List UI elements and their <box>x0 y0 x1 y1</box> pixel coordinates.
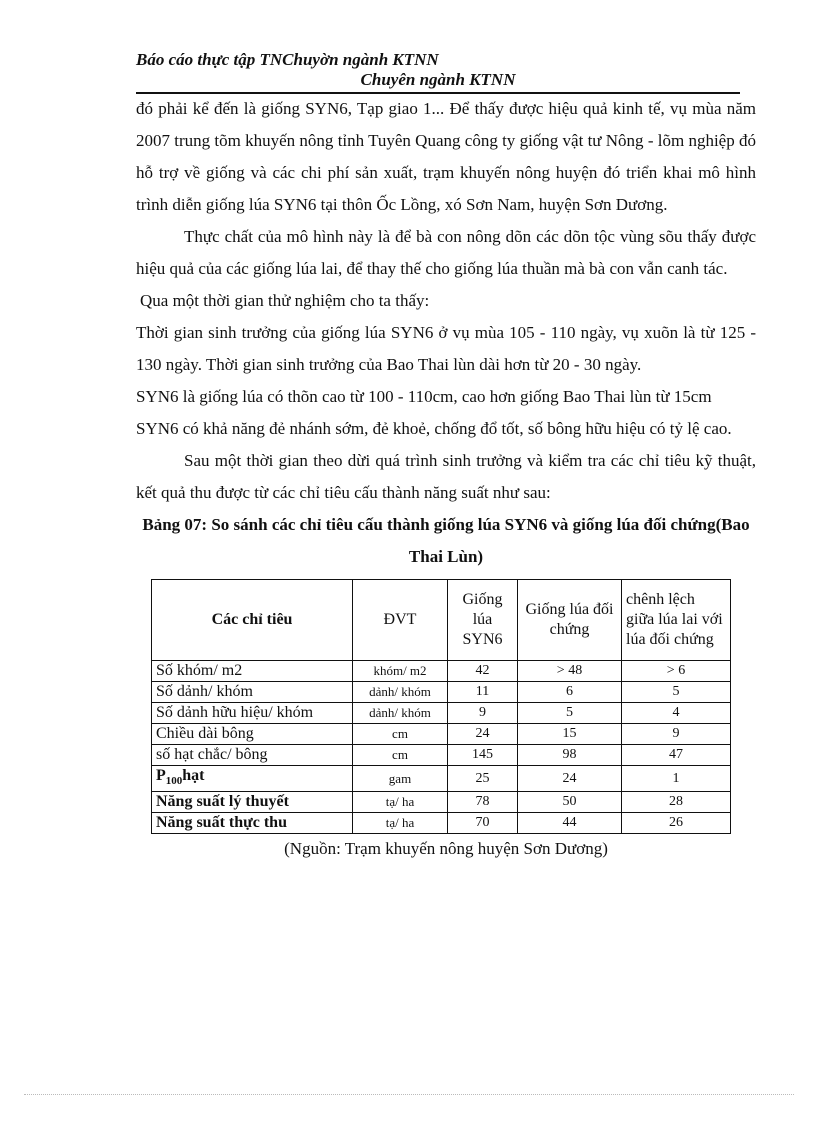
row-name: Số dảnh hữu hiệu/ khóm <box>152 703 353 724</box>
table-caption: Bảng 07: So sánh các chỉ tiêu cấu thành giống lúa SYN6 và giống lúa đối chứng(Bao Thai Lùn) <box>142 515 750 566</box>
table-row <box>152 724 731 745</box>
paragraph-results: Sau một thời gian theo dừi quá trình sinh trưởng và kiểm tra các chỉ tiêu kỹ thuật, kết quả thu được từ các chỉ tiêu cấu thành năng suất như sau: <box>136 451 756 502</box>
paragraph-model: Thực chất của mô hình này là để bà con nông dõn các dõn tộc vùng sõu thấy được hiệu quả của các giống lúa lai, để thay thế cho giống lúa thuần mà bà con vẫn canh tác. <box>136 227 756 278</box>
row-name: Năng suất thực thu <box>152 813 353 834</box>
table-row <box>152 766 731 792</box>
row-name <box>152 766 353 792</box>
row-unit: cm <box>353 724 448 745</box>
row-control: 50 <box>518 792 622 813</box>
row-name: số hạt chắc/ bông <box>152 745 353 766</box>
row-name: Số dảnh/ khóm <box>152 682 353 703</box>
row-syn6: 11 <box>448 682 518 703</box>
row-diff: 47 <box>622 745 731 766</box>
table-row <box>152 745 731 766</box>
row-syn6: 24 <box>448 724 518 745</box>
paragraph-intro: đó phải kể đến là giống SYN6, Tạp giao 1... Để thấy được hiệu quả kinh tế, vụ mùa năm 2007 trung tõm khuyến nông tỉnh Tuyên Quang công ty giống vật tư Nông - lõm nghiệp đó hỗ trợ về giống và các chi phí sản xuất, trạm khuyến nông huyện đó triển khai mô hình trình diễn giống lúa SYN6 tại thôn Ốc Lồng, xó Sơn Nam, huyện Sơn Dương. <box>136 99 756 214</box>
header-control: Giống lúa đối chứng <box>518 580 622 661</box>
table-row <box>152 792 731 813</box>
paragraph-growth: Thời gian sinh trưởng của giống lúa SYN6 ở vụ mùa 105 - 110 ngày, vụ xuõn là từ 125 - 130 ngày. Thời gian sinh trưởng của Bao Thai lùn dài hơn từ 20 - 30 ngày. <box>136 323 756 374</box>
row-name: Chiều dài bông <box>152 724 353 745</box>
header-difference: chênh lệch giữa lúa lai với lúa đối chứng <box>622 580 731 661</box>
header-unit: ĐVT <box>353 580 448 661</box>
row-unit: cm <box>353 745 448 766</box>
document-body <box>136 93 756 860</box>
row-syn6: 42 <box>448 661 518 682</box>
row-diff: 5 <box>622 682 731 703</box>
header-title: Báo cáo thực tập TNChuyờn ngành KTNN <box>136 50 439 69</box>
header-syn6: Giống lúa SYN6 <box>448 580 518 661</box>
paragraph-height: SYN6 là giống lúa có thõn cao từ 100 - 110cm, cao hơn giống Bao Thai lùn từ 15cm <box>136 387 712 406</box>
row-diff: 26 <box>622 813 731 834</box>
header-criteria: Các chỉ tiêu <box>152 580 353 661</box>
row-syn6: 145 <box>448 745 518 766</box>
row-name-tail: hạt <box>182 767 205 784</box>
row-control: 6 <box>518 682 622 703</box>
row-control: 5 <box>518 703 622 724</box>
row-control: 98 <box>518 745 622 766</box>
table-source: (Nguồn: Trạm khuyến nông huyện Sơn Dương) <box>284 839 608 859</box>
table-row <box>152 703 731 724</box>
table-row <box>152 813 731 834</box>
row-name-main: P <box>156 767 166 784</box>
row-control: 15 <box>518 724 622 745</box>
row-syn6: 25 <box>448 766 518 792</box>
row-syn6: 70 <box>448 813 518 834</box>
paragraph-trial: Qua một thời gian thử nghiệm cho ta thấy: <box>140 291 430 310</box>
row-name: Năng suất lý thuyết <box>152 792 353 813</box>
header-subtitle: Chuyên ngành KTNN <box>360 70 516 89</box>
row-diff: 4 <box>622 703 731 724</box>
row-unit: tạ/ ha <box>353 792 448 813</box>
row-control: > 48 <box>518 661 622 682</box>
row-name-subscript: 100 <box>165 775 183 788</box>
table-row <box>152 661 731 682</box>
row-diff: 1 <box>622 766 731 792</box>
table-header-row <box>152 580 731 661</box>
page-bottom-rule <box>24 1094 794 1095</box>
table-row <box>152 682 731 703</box>
comparison-table <box>151 579 731 834</box>
row-diff: > 6 <box>622 661 731 682</box>
page-header <box>136 50 740 90</box>
row-diff: 28 <box>622 792 731 813</box>
row-unit: tạ/ ha <box>353 813 448 834</box>
row-unit: dảnh/ khóm <box>353 682 448 703</box>
row-syn6: 78 <box>448 792 518 813</box>
row-unit: khóm/ m2 <box>353 661 448 682</box>
row-unit: dảnh/ khóm <box>353 703 448 724</box>
row-syn6: 9 <box>448 703 518 724</box>
row-unit: gam <box>353 766 448 792</box>
paragraph-tillering: SYN6 có khả năng đẻ nhánh sớm, đẻ khoẻ, chống đổ tốt, số bông hữu hiệu có tỷ lệ cao. <box>136 419 732 438</box>
row-control: 44 <box>518 813 622 834</box>
row-control: 24 <box>518 766 622 792</box>
row-diff: 9 <box>622 724 731 745</box>
row-name: Số khóm/ m2 <box>152 661 353 682</box>
